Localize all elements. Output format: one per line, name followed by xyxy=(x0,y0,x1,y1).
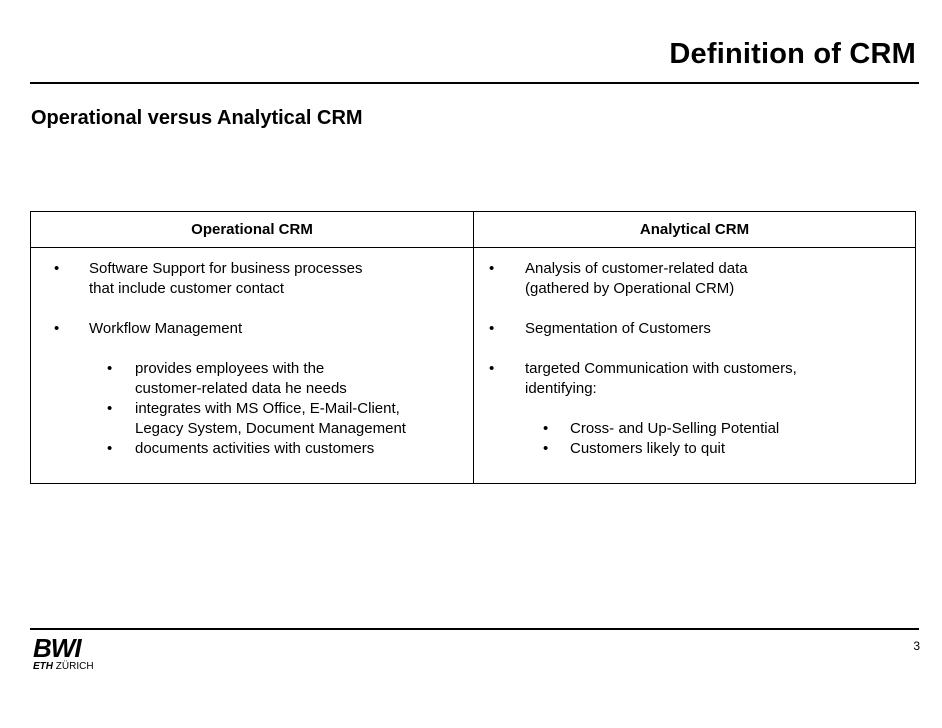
logo-eth-zurich xyxy=(33,661,94,673)
list-item: Segmentation of Customers xyxy=(525,320,711,337)
sub-list-item: Customers likely to quit xyxy=(570,440,726,457)
logo-bwi-text: BWI xyxy=(33,633,81,663)
bottom-divider xyxy=(30,628,919,630)
analytical-crm-heading: Analytical CRM xyxy=(639,221,750,238)
slide-title: Definition of CRM xyxy=(669,38,916,70)
column-divider xyxy=(473,212,474,483)
logo-zurich-text: ZÜRICH xyxy=(53,661,94,672)
list-item: targeted Communication with customers, xyxy=(525,360,797,377)
sub-list-item: customer-related data he needs xyxy=(135,380,347,397)
page-number: 3 xyxy=(913,639,920,653)
slide-subtitle: Operational versus Analytical CRM xyxy=(31,107,363,129)
sub-list-item: integrates with MS Office, E-Mail-Client, xyxy=(135,400,400,417)
list-item: Analysis of customer-related data xyxy=(525,260,748,277)
bullet-icon: • xyxy=(489,320,495,337)
list-item: (gathered by Operational CRM) xyxy=(525,280,735,297)
bullet-icon: • xyxy=(543,440,549,457)
bullet-icon: • xyxy=(489,260,495,277)
list-item: Workflow Management xyxy=(89,320,243,337)
list-item: that include customer contact xyxy=(89,280,285,297)
bwi-eth-logo xyxy=(33,634,103,674)
sub-list-item: provides employees with the xyxy=(135,360,325,377)
logo-eth-text: ETH xyxy=(33,661,53,672)
sub-list-item: Cross- and Up-Selling Potential xyxy=(570,420,780,437)
bullet-icon: • xyxy=(543,420,549,437)
top-divider xyxy=(30,82,919,84)
comparison-table xyxy=(30,211,916,484)
header-divider xyxy=(31,247,915,248)
bullet-icon: • xyxy=(54,260,60,277)
bullet-icon: • xyxy=(54,320,60,337)
bullet-icon: • xyxy=(107,440,113,457)
sub-list-item: Legacy System, Document Management xyxy=(135,420,406,437)
bullet-icon: • xyxy=(489,360,495,377)
sub-list-item: documents activities with customers xyxy=(135,440,375,457)
list-item: identifying: xyxy=(525,380,597,397)
list-item: Software Support for business processes xyxy=(89,260,363,277)
bullet-icon: • xyxy=(107,400,113,417)
operational-crm-heading: Operational CRM xyxy=(191,221,313,238)
bullet-icon: • xyxy=(107,360,113,377)
